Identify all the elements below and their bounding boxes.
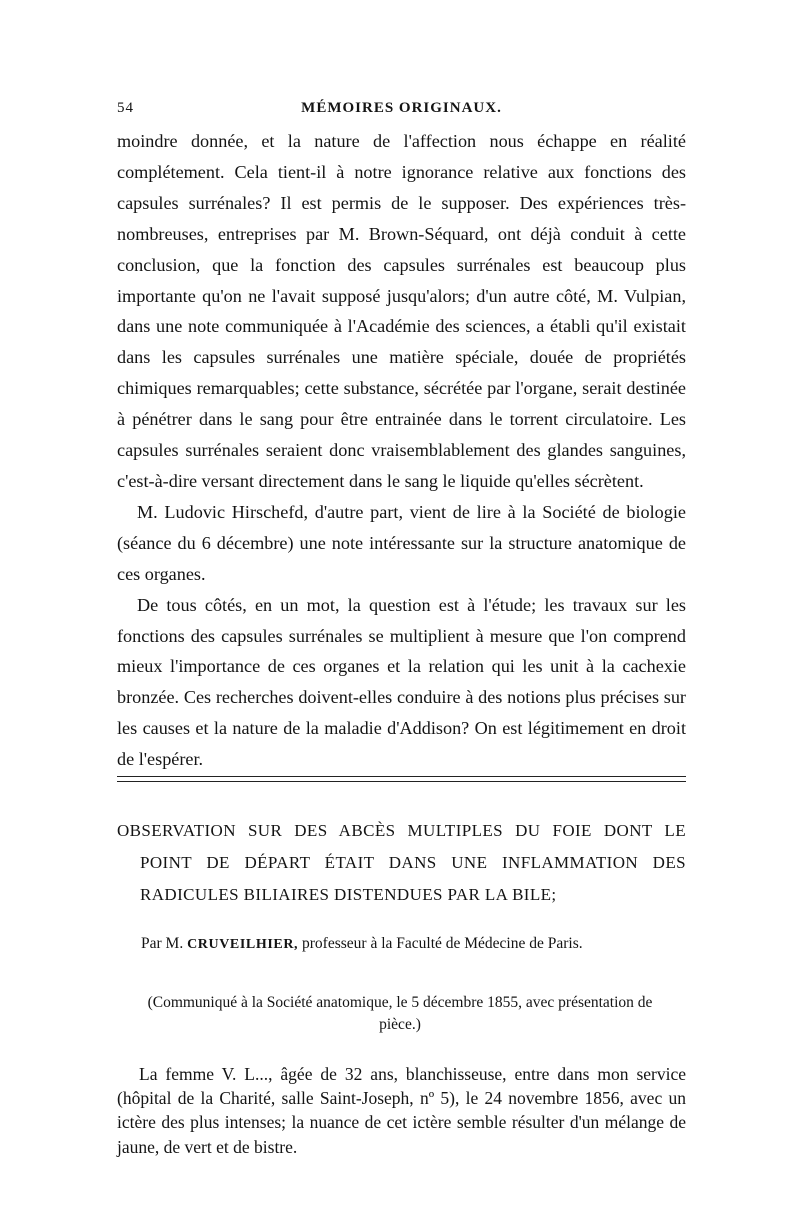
section-divider [117,781,686,782]
body-paragraph: M. Ludovic Hirschefd, d'autre part, vient de lire à la Société de biologie (séance du 6 décembre) une note intéressante sur la structure anatomique de ces organes. [117,501,686,584]
author-line [141,935,686,953]
title-line: OBSERVATION SUR DES ABCÈS MULTIPLES DU FOIE DONT LE [117,821,686,840]
author-prefix: Par M. [141,935,184,952]
page-number: 54 [117,100,134,116]
body-paragraph: De tous côtés, en un mot, la question est à l'étude; les travaux sur les fonctions des capsules surrénales se multiplient à mesure que l'on comprend mieux l'importance de ces organes et la relation qui les unit à la cachexie bronzée. Ces recherches doivent-elles conduire à des notions plus précises sur les causes et la nature de la maladie d'Addison? On est légitimement en droit de l'espérer. [117,594,686,770]
article-title [117,815,686,911]
body-text [117,126,686,775]
title-line: POINT DE DÉPART ÉTAIT DANS UNE INFLAMMATION DES [140,853,686,872]
page-header [117,100,686,124]
author-name: CRUVEILHIER, [187,937,299,952]
communication-note: (Communiqué à la Société anatomique, le 5 décembre 1855, avec présentation de pièce.) [147,994,653,1033]
case-text [117,1062,686,1159]
case-paragraph: La femme V. L..., âgée de 32 ans, blanchisseuse, entre dans mon service (hôpital de la Charité, salle Saint-Joseph, nº 5), le 24 novembre 1856, avec un ictère des plus intenses; la nuance de cet ictère semble résulter d'un mélange de jaune, de vert et de bistre. [117,1064,686,1157]
section-divider [117,776,686,777]
body-paragraph: moindre donnée, et la nature de l'affection nous échappe en réalité complétement. Cela tient-il à notre ignorance relative aux fonctions des capsules surrénales? Il est permis de le supposer. Des expériences très-nombreuses, entreprises par M. Brown-Séquard, ont déjà conduit à cette conclusion, que la fonction des capsules surrénales est beaucoup plus importante qu'on ne l'avait supposé jusqu'alors; d'un autre côté, M. Vulpian, dans une note communiquée à l'Académie des sciences, a établi qu'il existait dans les capsules surrénales une matière spéciale, douée de propriétés chimiques remarquables; cette substance, sécrétée par l'organe, serait destinée à pénétrer dans le sang pour être entrainée dans le torrent circulatoire. Les capsules surrénales seraient donc vraisemblablement des glandes sanguines, c'est-à-dire versant directement dans le sang le liquide qu'elles sécrètent. [117,131,686,491]
running-title: MÉMOIRES ORIGINAUX. [301,100,502,116]
author-affiliation: professeur à la Faculté de Médecine de Paris. [302,935,583,952]
title-line: RADICULES BILIAIRES DISTENDUES PAR LA BILE; [140,885,557,904]
